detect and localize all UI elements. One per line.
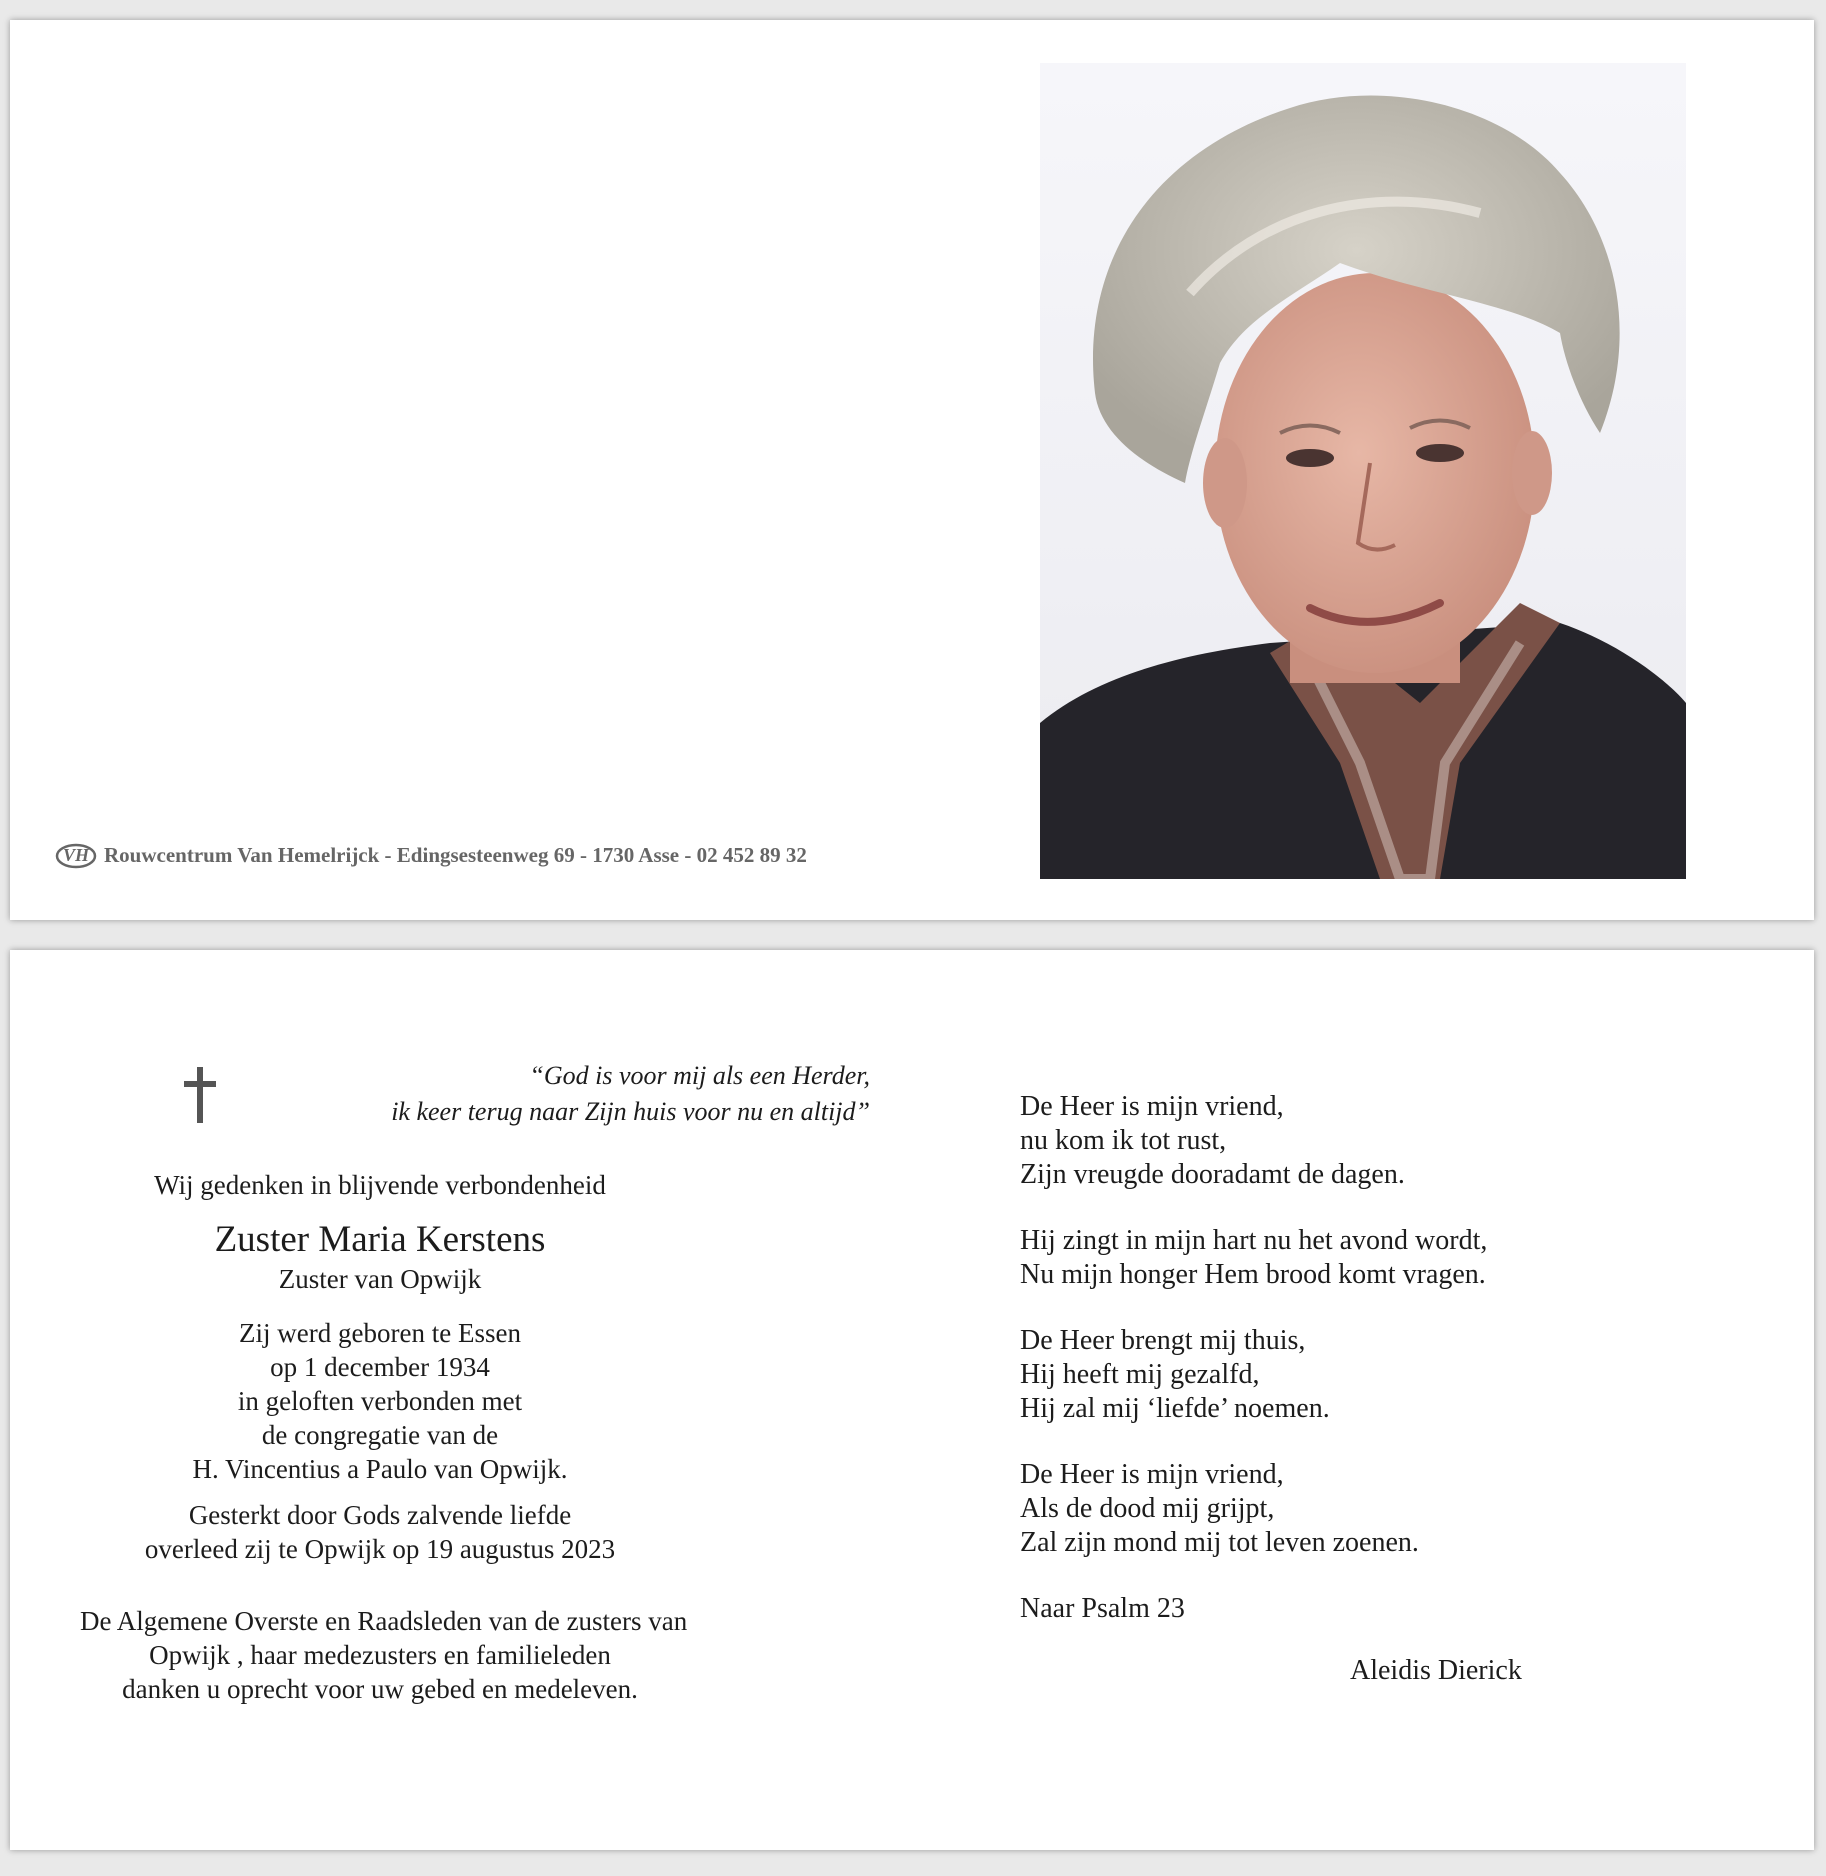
poem: [1020, 1090, 1720, 1688]
thanks-line: Opwijk , haar medezusters en familieleden: [149, 1640, 611, 1670]
quote-line: “God is voor mij als een Herder,: [529, 1061, 870, 1090]
poem-line: De Heer is mijn vriend,: [1020, 1459, 1284, 1490]
poem-line: Hij zal mij ‘liefde’ noemen.: [1020, 1393, 1330, 1424]
scripture-quote: [210, 1058, 870, 1130]
poem-stanza: [1020, 1458, 1720, 1560]
funeral-home-logo-icon: [54, 839, 98, 871]
funeral-home-text: Rouwcentrum Van Hemelrijck - Edingsesteenweg 69 - 1730 Asse - 02 452 89 32: [104, 842, 807, 867]
thanks-line: danken u oprecht voor uw gebed en medeleven.: [122, 1674, 638, 1704]
portrait-illustration: [1040, 63, 1686, 879]
deceased-subtitle: Zuster van Opwijk: [278, 1264, 482, 1294]
death-line: overleed zij te Opwijk op 19 augustus 2023: [144, 1534, 616, 1564]
thanks-line: De Algemene Overste en Raadsleden van de zusters van: [80, 1606, 688, 1636]
birth-line: de congregatie van de: [261, 1420, 499, 1450]
poem-stanza: [1020, 1224, 1720, 1292]
poem-stanza: [1020, 1090, 1720, 1192]
birth-line: op 1 december 1934: [270, 1352, 490, 1382]
card-front: [10, 20, 1814, 920]
poem-line: De Heer is mijn vriend,: [1020, 1091, 1284, 1122]
poem-line: Nu mijn honger Hem brood komt vragen.: [1020, 1259, 1486, 1290]
portrait-photo: [1040, 63, 1686, 879]
poem-line: Zal zijn mond mij tot leven zoenen.: [1020, 1527, 1419, 1558]
card-back: [10, 950, 1814, 1850]
poem-line: Zijn vreugde dooradamt de dagen.: [1020, 1159, 1405, 1190]
svg-text:VH: VH: [62, 845, 90, 865]
poem-line: De Heer brengt mij thuis,: [1020, 1325, 1306, 1356]
poem-line: Als de dood mij grijpt,: [1020, 1493, 1275, 1524]
poem-line: Hij zingt in mijn hart nu het avond wordt,: [1020, 1225, 1488, 1256]
birth-line: Zij werd geboren te Essen: [239, 1318, 521, 1348]
death-line: Gesterkt door Gods zalvende liefde: [188, 1500, 572, 1530]
poem-stanza: [1020, 1324, 1720, 1426]
birth-line: H. Vincentius a Paulo van Opwijk.: [192, 1454, 568, 1484]
poem-author: Aleidis Dierick: [1350, 1655, 1522, 1686]
birth-line: in geloften verbonden met: [237, 1386, 523, 1416]
intro-text: Wij gedenken in blijvende verbondenheid: [154, 1170, 606, 1200]
quote-line: ik keer terug naar Zijn huis voor nu en altijd”: [391, 1097, 870, 1126]
poem-line: nu kom ik tot rust,: [1020, 1125, 1227, 1156]
deceased-name: Zuster Maria Kerstens: [214, 1219, 546, 1260]
funeral-home-footer: [54, 835, 807, 875]
poem-source: Naar Psalm 23: [1020, 1593, 1185, 1624]
memorial-text: [80, 1168, 688, 1706]
poem-line: Hij heeft mij gezalfd,: [1020, 1359, 1260, 1390]
